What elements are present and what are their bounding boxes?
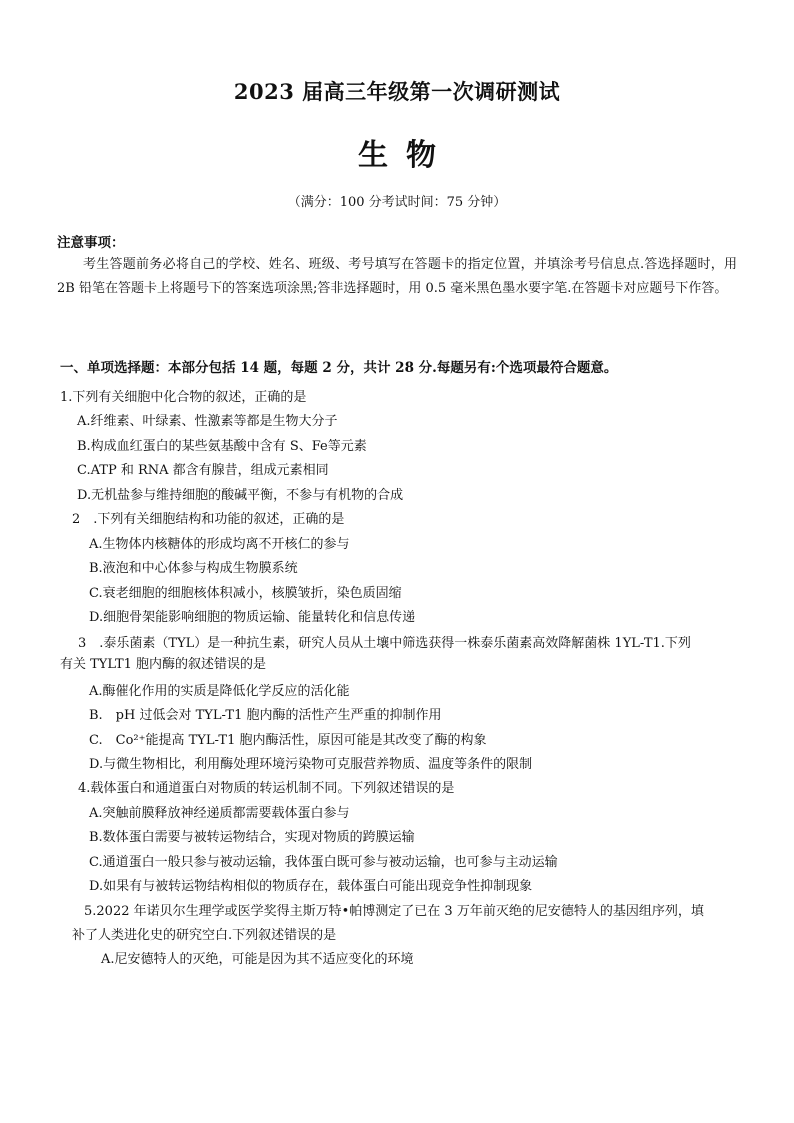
question-1-option-a: A.纤维素、叶绿素、性激素等都是生物大分子 — [77, 414, 338, 429]
question-4-option-d: D.如果有与被转运物结构相似的物质存在，载体蛋白可能出现竞争性抑制现象 — [89, 879, 533, 894]
question-5-stem-line-1: 5.2022 年诺贝尔生理学或医学奖得主斯万特•帕博测定了已在 3 万年前灭绝的尼安德特人的基因组序列，填 — [84, 904, 704, 919]
question-1-stem: 1.下列有关细胞中化合物的叙述，正确的是 — [60, 390, 307, 405]
question-2-stem: 2 .下列有关细胞结构和功能的叙述，正确的是 — [72, 512, 345, 527]
question-3-option-a: A.酶催化作用的实质是降低化学反应的活化能 — [89, 684, 350, 699]
question-3-stem-line-2: 有关 TYLT1 胞内酶的叙述错误的是 — [60, 657, 267, 672]
question-3-option-b: B. pH 过低会对 TYL-T1 胞内酶的活性产生严重的抑制作用 — [89, 708, 442, 723]
question-5-option-a: A.尼安德特人的灭绝，可能是因为其不适应变化的环境 — [101, 952, 414, 967]
question-1-option-b: B.构成血红蛋白的某些氨基酸中含有 S、Fe等元素 — [77, 439, 367, 454]
question-2-option-d: D.细胞骨架能影响细胞的物质运输、能量转化和信息传递 — [89, 610, 416, 625]
question-4-option-a: A.突触前膜释放神经递质都需要载体蛋白参与 — [89, 806, 350, 821]
notice-body: 考生答题前务必将自己的学校、姓名、班级、考号填写在答题卡的指定位置，并填涂考号信息点.答选择题时，用 2B 铅笔在答题卡上将题号下的答案选项涂黑;答非选择题时，用 0.5 毫米黑色墨水要字笔.在答题卡对应题号下作答。 — [57, 257, 737, 296]
exam-info: （满分：100 分考试时间：75 分钟） — [287, 195, 507, 210]
question-5-stem-line-2: 补了人类进化史的研究空白.下列叙述错误的是 — [72, 928, 337, 943]
question-3-option-d: D.与微生物相比，利用酶处理环境污染物可克服营养物质、温度等条件的限制 — [89, 757, 533, 772]
question-4-stem: 4.载体蛋白和通道蛋白对物质的转运机制不同。下列叙述错误的是 — [78, 781, 455, 796]
question-4-option-c: C.通道蛋白一般只参与被动运输，我体蛋白既可参与被动运输，也可参与主动运输 — [89, 855, 558, 870]
question-2-option-a: A.生物体内核糖体的形成均离不开核仁的参与 — [89, 537, 350, 552]
question-2-option-b: B.液泡和中心体参与构成生物膜系统 — [89, 561, 298, 576]
notice-heading: 注意事项： — [57, 235, 125, 251]
question-1-option-c: C.ATP 和 RNA 都含有腺昔，组成元素相同 — [77, 463, 329, 478]
question-1-option-d: D.无机盐参与维持细胞的酸碱平衡，不参与有机物的合成 — [77, 488, 404, 503]
question-4-option-b: B.数体蛋白需要与被转运物结合，实现对物质的跨膜运输 — [89, 830, 415, 845]
question-2-option-c: C.衰老细胞的细胞核体积减小，核膜皱折，染色质固缩 — [89, 586, 402, 601]
exam-title: 2023 届高三年级第一次调研测试 — [233, 79, 561, 104]
section-heading: 一、单项选择题：本部分包括 14 题，每题 2 分，共计 28 分.每题另有:个选项最符合题意。 — [60, 360, 618, 376]
subject-title: 生物 — [358, 138, 454, 173]
question-3-option-c: C. Co²⁺能提高 TYL-T1 胞内酶活性，原因可能是其改变了酶的构象 — [89, 733, 487, 748]
question-3-stem-line-1: 3 .泰乐菌素（TYL）是一种抗生素，研究人员从土壤中筛选获得一株泰乐菌素高效降解菌株 1YL-T1.下列 — [78, 636, 691, 651]
